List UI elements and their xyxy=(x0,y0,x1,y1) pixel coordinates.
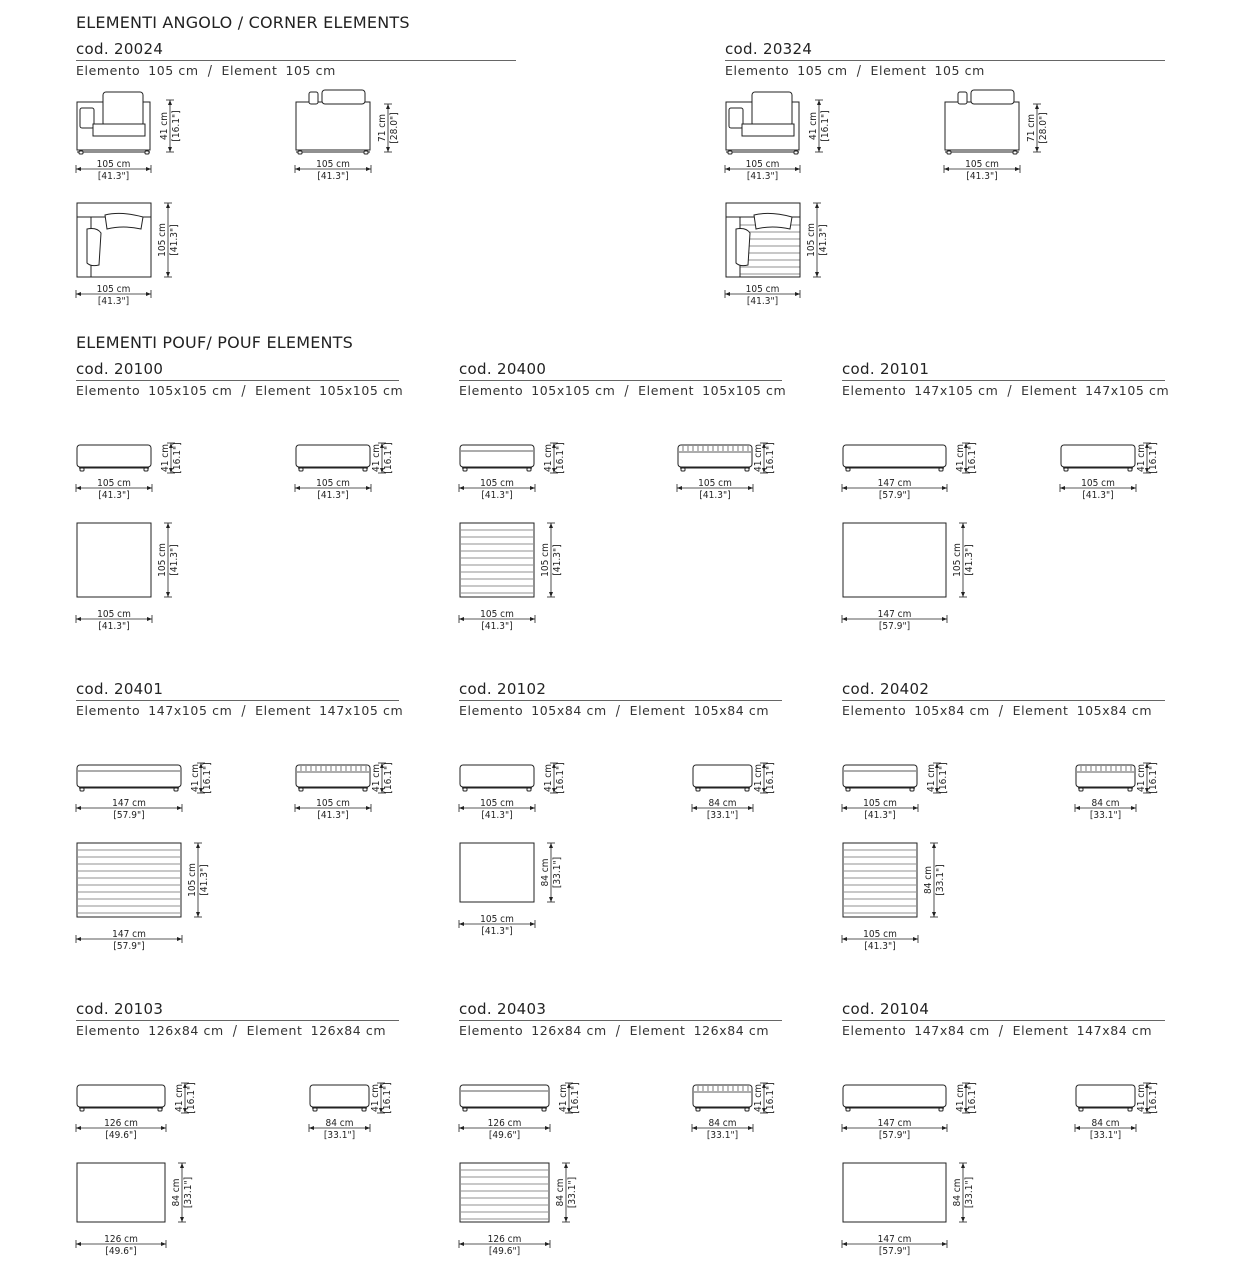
dimension-inch: [16.1"] xyxy=(171,110,182,142)
dimension-inch: [41.3"] xyxy=(317,810,349,821)
separator: / xyxy=(241,382,247,399)
dimension-cm: 105 cm xyxy=(863,798,897,809)
dimension-cm: 84 cm xyxy=(708,798,737,809)
separator: / xyxy=(232,1022,238,1039)
product-code: cod. 20403 xyxy=(459,1000,782,1021)
dimension-cm: 147 cm xyxy=(112,798,146,809)
dimension-inch: [41.3"] xyxy=(746,171,779,182)
dimension-cm: 41 cm xyxy=(371,443,382,473)
label-en: Element xyxy=(870,63,927,78)
dimension-cm: 105 cm xyxy=(480,798,514,809)
dimension-inch: [41.3"] xyxy=(1082,490,1114,501)
dimension-cm: 41 cm xyxy=(543,763,554,793)
dimension-cm: 105 cm xyxy=(745,159,780,170)
label-it: Elemento xyxy=(842,383,907,398)
corner-element-drawing xyxy=(76,90,400,307)
size-en: 105x105 cm xyxy=(702,383,787,398)
product-code: cod. 20324 xyxy=(725,40,1165,61)
dimension-inch: [41.3"] xyxy=(481,490,513,501)
dimension-cm: 147 cm xyxy=(877,1118,912,1129)
dimension-cm: 105 cm xyxy=(157,223,168,257)
dimension-inch: [16.1"] xyxy=(382,1082,393,1114)
dimension-cm: 41 cm xyxy=(371,763,382,793)
size-it: 126x84 cm xyxy=(148,1023,224,1038)
dimension-cm: 41 cm xyxy=(543,443,554,473)
dimension-cm: 147 cm xyxy=(877,1234,912,1245)
dimension-inch: [41.3"] xyxy=(966,171,998,182)
dimension-cm: 84 cm xyxy=(952,1178,963,1207)
product-code: cod. 20101 xyxy=(842,360,1165,381)
dimension-inch: [16.1"] xyxy=(202,762,213,794)
dimension-inch: [16.1"] xyxy=(172,442,183,474)
dimension-inch: [41.3"] xyxy=(97,296,130,307)
label-it: Elemento xyxy=(76,703,141,718)
pouf-element-drawing xyxy=(842,1082,1159,1257)
dimension-cm: 105 cm xyxy=(952,543,963,577)
dimension-cm: 105 cm xyxy=(97,609,131,620)
dimension-inch: [16.1"] xyxy=(383,442,394,474)
separator: / xyxy=(998,1022,1004,1039)
size-en: 105x84 cm xyxy=(693,703,770,718)
dimension-inch: [41.3"] xyxy=(317,171,349,182)
dimension-inch: [16.1"] xyxy=(765,442,776,474)
dimension-cm: 147 cm xyxy=(877,609,912,620)
dimension-cm: 105 cm xyxy=(157,543,168,577)
pouf-element-drawing xyxy=(76,442,394,632)
dimension-inch: [49.6"] xyxy=(488,1130,521,1141)
pouf-element-drawing xyxy=(842,762,1159,952)
dimension-inch: [16.1"] xyxy=(383,762,394,794)
product-code: cod. 20402 xyxy=(842,680,1165,701)
dimension-cm: 41 cm xyxy=(370,1083,381,1113)
dimension-inch: [16.1"] xyxy=(1148,442,1159,474)
dimension-inch: [16.1"] xyxy=(555,442,566,474)
dimension-inch: [41.3"] xyxy=(481,810,513,821)
dimension-inch: [49.6"] xyxy=(105,1246,137,1257)
size-en: 147x105 cm xyxy=(1085,383,1170,398)
label-en: Element xyxy=(255,703,312,718)
dimension-cm: 105 cm xyxy=(806,223,817,257)
dimension-inch: [41.3"] xyxy=(699,490,731,501)
dimension-cm: 105 cm xyxy=(863,929,897,940)
product-code: cod. 20024 xyxy=(76,40,516,61)
dimension-cm: 41 cm xyxy=(174,1083,185,1113)
dimension-cm: 126 cm xyxy=(487,1118,522,1129)
product-code: cod. 20102 xyxy=(459,680,782,701)
dimension-cm: 41 cm xyxy=(955,1083,966,1113)
dimension-cm: 41 cm xyxy=(1136,443,1147,473)
size-en: 105 cm xyxy=(285,63,336,78)
dimension-cm: 71 cm xyxy=(1026,113,1037,143)
pouf-element-drawing xyxy=(459,1082,776,1257)
dimension-inch: [41.3"] xyxy=(97,171,130,182)
product-code: cod. 20400 xyxy=(459,360,782,381)
dimension-inch: [57.9"] xyxy=(878,490,911,501)
dimension-inch: [57.9"] xyxy=(878,621,911,632)
dimension-cm: 105 cm xyxy=(96,159,131,170)
dimension-cm: 105 cm xyxy=(540,543,551,577)
separator: / xyxy=(998,702,1004,719)
dimension-cm: 41 cm xyxy=(1136,763,1147,793)
label-en: Element xyxy=(246,1023,303,1038)
dimension-inch: [41.3"] xyxy=(317,490,349,501)
dimension-inch: [41.3"] xyxy=(864,941,896,952)
product-code: cod. 20401 xyxy=(76,680,399,701)
label-it: Elemento xyxy=(725,63,790,78)
dimension-inch: [33.1"] xyxy=(706,810,739,821)
dimension-inch: [33.1"] xyxy=(964,1176,975,1209)
dimension-inch: [41.3"] xyxy=(481,621,513,632)
separator: / xyxy=(1007,382,1013,399)
dimension-cm: 126 cm xyxy=(104,1234,138,1245)
dimension-cm: 105 cm xyxy=(316,798,350,809)
dimension-cm: 84 cm xyxy=(171,1178,182,1207)
size-it: 147x105 cm xyxy=(148,703,233,718)
pouf-element-drawing xyxy=(459,442,776,632)
dimension-inch: [49.6"] xyxy=(488,1246,521,1257)
label-it: Elemento xyxy=(76,63,141,78)
dimension-inch: [16.1"] xyxy=(967,1082,978,1114)
dimension-inch: [41.3"] xyxy=(864,810,896,821)
size-it: 105 cm xyxy=(148,63,199,78)
separator: / xyxy=(856,62,862,79)
dimension-inch: [28.0"] xyxy=(1038,112,1049,144)
dimension-inch: [28.0"] xyxy=(389,112,400,144)
dimension-inch: [33.1"] xyxy=(567,1176,578,1209)
pouf-element-drawing xyxy=(842,442,1159,632)
pouf-element-drawing xyxy=(76,1082,393,1257)
size-it: 105x105 cm xyxy=(148,383,233,398)
dimension-inch: [16.1"] xyxy=(938,762,949,794)
dimension-inch: [16.1"] xyxy=(765,1082,776,1114)
dimension-inch: [16.1"] xyxy=(186,1082,197,1114)
size-it: 105x84 cm xyxy=(914,703,990,718)
label-it: Elemento xyxy=(76,383,141,398)
label-it: Elemento xyxy=(76,1023,141,1038)
dimension-inch: [16.1"] xyxy=(820,110,831,142)
dimension-cm: 41 cm xyxy=(955,443,966,473)
dimension-inch: [41.3"] xyxy=(199,864,210,896)
label-it: Elemento xyxy=(459,383,524,398)
pouf-element-drawing xyxy=(459,762,776,937)
dimension-cm: 147 cm xyxy=(112,929,146,940)
label-en: Element xyxy=(629,703,686,718)
separator: / xyxy=(615,1022,621,1039)
separator: / xyxy=(241,702,247,719)
dimension-inch: [33.1"] xyxy=(552,856,563,889)
size-it: 147x84 cm xyxy=(914,1023,990,1038)
dimension-inch: [33.1"] xyxy=(323,1130,356,1141)
dimension-cm: 105 cm xyxy=(316,478,350,489)
dimension-cm: 105 cm xyxy=(698,478,732,489)
dimension-cm: 41 cm xyxy=(160,443,171,473)
dimension-cm: 41 cm xyxy=(1136,1083,1147,1113)
dimension-cm: 147 cm xyxy=(877,478,912,489)
dimension-cm: 41 cm xyxy=(808,111,819,141)
dimension-inch: [41.3"] xyxy=(98,621,130,632)
label-it: Elemento xyxy=(459,1023,524,1038)
size-en: 126x84 cm xyxy=(310,1023,387,1038)
dimension-cm: 41 cm xyxy=(753,1083,764,1113)
corner-element-drawing xyxy=(725,90,1049,307)
separator: / xyxy=(207,62,213,79)
dimension-cm: 41 cm xyxy=(190,763,201,793)
dimension-cm: 41 cm xyxy=(926,763,937,793)
corner-section-title: ELEMENTI ANGOLO / CORNER ELEMENTS xyxy=(76,13,410,32)
separator: / xyxy=(624,382,630,399)
dimension-cm: 105 cm xyxy=(745,284,780,295)
dimension-inch: [41.3"] xyxy=(964,544,975,576)
dimension-cm: 105 cm xyxy=(480,609,514,620)
dimension-cm: 105 cm xyxy=(1081,478,1115,489)
dimension-cm: 84 cm xyxy=(1091,798,1120,809)
dimension-inch: [33.1"] xyxy=(935,864,946,896)
dimension-cm: 84 cm xyxy=(923,865,934,895)
dimension-inch: [41.3"] xyxy=(746,296,779,307)
dimension-inch: [57.9"] xyxy=(878,1246,911,1257)
dimension-inch: [16.1"] xyxy=(765,762,776,794)
label-en: Element xyxy=(1012,1023,1069,1038)
dimension-inch: [41.3"] xyxy=(169,544,180,576)
dimension-inch: [57.9"] xyxy=(113,941,145,952)
size-it: 105x84 cm xyxy=(531,703,607,718)
label-en: Element xyxy=(629,1023,686,1038)
dimension-cm: 105 cm xyxy=(187,863,198,897)
dimension-inch: [33.1"] xyxy=(1089,1130,1122,1141)
size-it: 105 cm xyxy=(797,63,848,78)
dimension-inch: [41.3"] xyxy=(818,224,829,256)
dimension-inch: [57.9"] xyxy=(113,810,145,821)
dimension-inch: [16.1"] xyxy=(967,442,978,474)
dimension-cm: 105 cm xyxy=(480,478,514,489)
dimension-inch: [16.1"] xyxy=(1148,1082,1159,1114)
label-it: Elemento xyxy=(459,703,524,718)
dimension-cm: 126 cm xyxy=(487,1234,522,1245)
size-it: 147x105 cm xyxy=(914,383,999,398)
dimension-cm: 105 cm xyxy=(97,478,131,489)
dimension-cm: 105 cm xyxy=(96,284,131,295)
label-it: Elemento xyxy=(842,1023,907,1038)
dimension-inch: [33.1"] xyxy=(706,1130,739,1141)
dimension-cm: 41 cm xyxy=(753,443,764,473)
label-en: Element xyxy=(638,383,695,398)
dimension-inch: [33.1"] xyxy=(1089,810,1122,821)
label-en: Element xyxy=(1021,383,1078,398)
dimension-cm: 84 cm xyxy=(540,858,551,887)
dimension-inch: [33.1"] xyxy=(183,1176,194,1209)
size-en: 147x84 cm xyxy=(1076,1023,1153,1038)
dimension-cm: 71 cm xyxy=(377,113,388,143)
dimension-inch: [41.3"] xyxy=(98,490,130,501)
label-en: Element xyxy=(255,383,312,398)
dimension-inch: [16.1"] xyxy=(1148,762,1159,794)
label-en: Element xyxy=(1012,703,1069,718)
dimension-cm: 84 cm xyxy=(1091,1118,1120,1129)
label-it: Elemento xyxy=(842,703,907,718)
dimension-cm: 105 cm xyxy=(316,159,350,170)
dimension-cm: 84 cm xyxy=(555,1178,566,1207)
size-it: 126x84 cm xyxy=(531,1023,607,1038)
dimension-cm: 105 cm xyxy=(480,914,514,925)
dimension-inch: [57.9"] xyxy=(878,1130,911,1141)
dimension-inch: [41.3"] xyxy=(169,224,180,256)
dimension-cm: 84 cm xyxy=(708,1118,737,1129)
pouf-section-title: ELEMENTI POUF/ POUF ELEMENTS xyxy=(76,333,354,352)
size-en: 105 cm xyxy=(934,63,985,78)
size-en: 105x84 cm xyxy=(1076,703,1153,718)
dimension-inch: [49.6"] xyxy=(105,1130,137,1141)
dimension-inch: [16.1"] xyxy=(555,762,566,794)
label-en: Element xyxy=(221,63,278,78)
dimension-cm: 126 cm xyxy=(104,1118,138,1129)
pouf-element-drawing xyxy=(76,762,394,952)
dimension-cm: 41 cm xyxy=(753,763,764,793)
dimension-cm: 41 cm xyxy=(159,111,170,141)
size-en: 147x105 cm xyxy=(319,703,404,718)
product-code: cod. 20104 xyxy=(842,1000,1165,1021)
dimension-cm: 105 cm xyxy=(965,159,999,170)
dimension-inch: [16.1"] xyxy=(570,1082,581,1114)
size-it: 105x105 cm xyxy=(531,383,616,398)
dimension-inch: [41.3"] xyxy=(552,544,563,576)
size-en: 126x84 cm xyxy=(693,1023,770,1038)
separator: / xyxy=(615,702,621,719)
dimension-cm: 84 cm xyxy=(325,1118,354,1129)
product-code: cod. 20100 xyxy=(76,360,399,381)
dimension-cm: 41 cm xyxy=(558,1083,569,1113)
size-en: 105x105 cm xyxy=(319,383,404,398)
product-code: cod. 20103 xyxy=(76,1000,399,1021)
dimension-inch: [41.3"] xyxy=(481,926,513,937)
